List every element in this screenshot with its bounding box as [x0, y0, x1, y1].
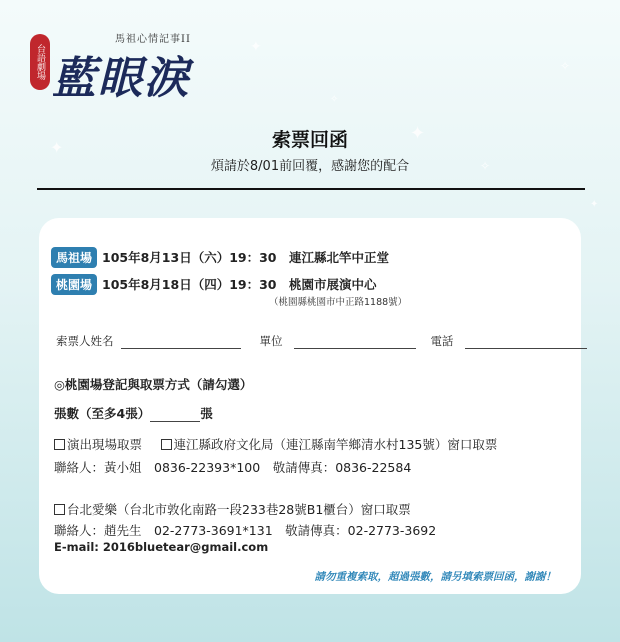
star-icon: ✧	[480, 159, 491, 173]
checkbox-onsite[interactable]	[54, 439, 65, 450]
star-icon: ✦	[50, 138, 64, 157]
event-details: 105年8月18日（四）19：30 桃園市展演中心	[102, 277, 377, 292]
logo	[30, 18, 230, 108]
logo-seal: 台語劇場	[30, 34, 50, 90]
logo-title: 藍眼淚	[52, 53, 190, 104]
event-row-matsu	[51, 247, 389, 268]
event-details: 105年8月13日（六）19：30 連江縣北竿中正堂	[102, 250, 389, 265]
pickup-option-1	[54, 435, 497, 453]
star-icon: ✦	[250, 39, 262, 55]
star-icon: ✦	[590, 199, 599, 210]
divider	[37, 188, 585, 190]
unit-label: 單位	[259, 334, 283, 348]
contact-fields	[56, 333, 587, 349]
star-icon: ✧	[560, 59, 571, 73]
pickup-option-2	[54, 500, 411, 518]
name-label: 索票人姓名	[56, 334, 114, 348]
contact-info-2: 聯絡人：趙先生 02-2773-3691*131 敬請傳真：02-2773-3692	[54, 523, 437, 538]
option-text: 台北愛樂（台北市敦化南路一段233巷28號B1櫃台）窗口取票	[67, 502, 411, 517]
option-text-2: 連江縣政府文化局（連江縣南竿鄉清水村135號）窗口取票	[173, 437, 498, 452]
email: E-mail: 2016bluetear@gmail.com	[54, 540, 269, 554]
star-icon: ✦	[410, 123, 426, 144]
name-field[interactable]	[121, 336, 241, 349]
section-heading: ◎桃園場登記與取票方式（請勾選）	[54, 377, 253, 392]
contact-info-1: 聯絡人：黃小姐 0836-22393*100 敬請傳真：0836-22584	[54, 460, 412, 475]
venue-badge: 馬祖場	[51, 247, 97, 268]
quantity-unit: 張	[200, 406, 213, 421]
form-card	[39, 218, 581, 594]
checkbox-culture-bureau[interactable]	[161, 439, 172, 450]
option-text: 演出現場取票	[67, 437, 155, 452]
page-title: 索票回函	[271, 129, 348, 151]
quantity-row	[54, 404, 213, 422]
event-row-taoyuan	[51, 274, 377, 295]
phone-field[interactable]	[465, 336, 587, 349]
unit-field[interactable]	[294, 336, 416, 349]
series-title: 馬祖心情記事II	[115, 34, 191, 45]
quantity-label: 張數（至多4張）	[54, 406, 151, 421]
venue-badge: 桃園場	[51, 274, 97, 295]
page-subtitle: 煩請於8/01前回覆，感謝您的配合	[210, 159, 410, 174]
checkbox-taipei-phil[interactable]	[54, 504, 65, 515]
phone-label: 電話	[430, 334, 454, 348]
quantity-field[interactable]	[150, 409, 200, 422]
notice-text: 請勿重複索取，超過張數，請另填索票回函，謝謝！	[314, 571, 556, 583]
star-icon: ✧	[330, 94, 339, 105]
event-address: （桃園縣桃園市中正路1188號）	[269, 297, 408, 308]
